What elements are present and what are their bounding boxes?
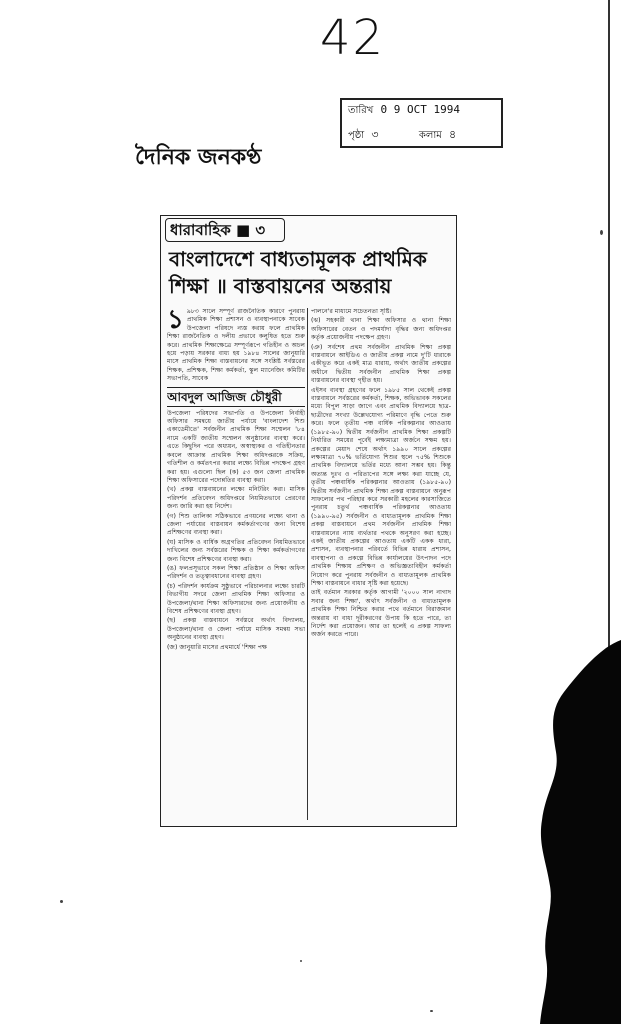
right-paragraph: এইসব ব্যবস্থা গ্রহণের ফলে ১৯৮৫ সাল থেকেই প্রকল্প বাস্তবায়নে সর্বস্তরের কর্মকর্তা, শিক্ষক, অভিভাবক সকলের মধ্যে বিপুল সাড়া জাগে এবং প্রাথমিক বিদ্যালয়ে ছাত্র-ছাত্রীদের সংখ্যা উল্লেখযোগ্য পরিমাণে বৃদ্ধি পেতে শুরু করে। ফলে তৃতীয় পঞ্চ বার্ষিক পরিকল্পনার আওতায় (১৯৮৫-৯০) দ্বিতীয় সর্বজনীন প্রাথমিক শিক্ষা প্রকল্পটি নির্ধারিত সময়ের পূর্বেই লক্ষ্যমাত্রা অর্জনে সক্ষম হয়। প্রকল্পের মেয়াদ শেষে অর্থাৎ ১৯৯০ সালে প্রকল্পের লক্ষ্যমাত্রা ৭০% ভর্তিযোগ্য শিশুর স্থলে ৭৫% শিশুকে প্রাথমিক বিদ্যালয়ে ভর্তির মধ্যে আনা সম্ভব হয়। কিন্তু অত্যন্ত দুঃখ ও পরিতাপের সঙ্গে লক্ষ্য করা যাচ্ছে যে, তৃতীয় পঞ্চবার্ষিক পরিকল্পনার আওতায় (১৯৮৫-৯০) দ্বিতীয় সর্বজনীন প্রাথমিক শিক্ষা প্রকল্প বাস্তবায়নে অনুরূপ সাফল্যের পথ পরিহার করে সরকারী মহলের কারসাজিতে পুনরায় চতুর্থ পঞ্চবার্ষিক পরিকল্পনার আওতায় (১৯৯০-৯৫) সর্বজনীন ও বাধ্যতামূলক প্রাথমিক শিক্ষা প্রকল্প বাস্তবায়নে প্রথম সর্বজনীন প্রাথমিক শিক্ষা বাস্তবায়নের ন্যায় ব্যর্থতার পথকে অনুসরণ করা হচ্ছে। একই জাতীয় প্রকল্পের আওতায় একটি একক ধারা, প্রশাসন, ব্যবস্থাপনার পরিবর্তে বিভিন্ন ধারায় প্রশাসন, ব্যবস্থাপনা ও প্রকল্পে বিভিন্ন কার্যালয়ের উৎপাদন পদে প্রাথমিক শিক্ষায় প্রশিক্ষণ ও অভিজ্ঞতাবিহীন কর্মকর্তা নিয়োগ করে পুনরায় সর্বজনীন ও বাধ্যতামূলক প্রাথমিক শিক্ষা বাস্তবায়নে বাধার সৃষ্টি করা হয়েছে।: [311, 386, 451, 587]
stamp-date-value: 0 9 OCT 1994: [380, 103, 461, 116]
archive-stamp: [340, 98, 503, 148]
stamp-date-label: তারিখ: [348, 105, 374, 116]
left-paragraph: উপজেলা পরিষদের সভাপতি ও উপজেলা নির্বাহী অফিসার সমন্বয়ে জাতীয় পর্যায়ে 'বাংলাদেশ শিশু একাডেমীতে' সর্বজনীন প্রাথমিক শিক্ষা সম্মেলন '৮৪ নামে একটি জাতীয় সম্মেলন অনুষ্ঠানের ব্যবস্থা করে। এতে কিছুদিন পরে অধ্যয়ন, অস্বাস্থ্যকর ও গতিহীনতার কবলে আক্রান্ত প্রাথমিক শিক্ষা অধিদপ্তরকে সক্রিয়, গতিশীল ও কর্মতৎপর করার লক্ষ্যে বিভিন্ন পদক্ষেপ গ্রহণ করা হয়। এগুলো ছিল (ক) ৫৩ জন জেলা প্রাথমিক শিক্ষা অফিসারের পদোন্নতির ব্যবস্থা করা।: [167, 409, 305, 484]
page-number: 42: [320, 10, 386, 66]
article-byline: আবদুল আজিজ চৌধুরী: [167, 387, 305, 407]
left-paragraph: (জ) জানুয়ারি মাসের প্রথমার্ধে 'শিক্ষা পক্ষ: [167, 643, 268, 651]
newspaper-name: দৈনিক জনকণ্ঠ: [135, 144, 262, 170]
left-paragraph: (ঙ) ফলপ্রসূভাবে সকল শিক্ষা প্রতিষ্ঠান ও শিক্ষা অফিস পরিদর্শন ও তত্ত্বাবধানের ব্যবস্থা গ্রহণ।: [167, 564, 305, 581]
scan-speck: [60, 900, 63, 903]
left-paragraphs: [167, 410, 305, 652]
left-paragraph: (চ) পরিদর্শন কার্যক্রম সুষ্ঠুভাবে পরিচালনার লক্ষ্যে চারটি বিভাগীয় সদরে জেলা প্রাথমিক শিক্ষা অফিসার ও উপজেলা/থানা শিক্ষা অফিসারদের জন্য প্রয়োজনীয় ও বিশেষ প্রশিক্ষণের ব্যবস্থা গ্রহণ।: [167, 582, 305, 615]
article-column-left: [167, 308, 305, 820]
stamp-column-label: কলাম: [418, 130, 442, 141]
left-paragraph: (খ) প্রকল্প বাস্তবায়নের লক্ষ্যে মনিটরিং করা। মাসিক পরিদর্শন প্রতিবেদন অধিদপ্তরে নিয়মিতভাবে প্রেরণের জন্য জারি করা হয় নির্দেশ।: [167, 486, 305, 511]
right-paragraph: (ঝ) সহকারী থানা শিক্ষা অফিসার ও থানা শিক্ষা অফিসারের বেতন ও পদমর্যাদা বৃদ্ধির জন্য অধিদপ্তর কর্তৃক প্রয়োজনীয় পদক্ষেপ গ্রহণ।: [311, 317, 451, 342]
right-paragraphs: [311, 308, 451, 640]
scan-speck: [600, 230, 603, 235]
dropcap: ১: [167, 308, 184, 335]
stamp-column-value: ৪: [449, 128, 457, 141]
article-column-right: [311, 308, 451, 820]
right-paragraph: (ঞ) সর্বশেষ প্রথম সর্বজনীন প্রাথমিক শিক্ষা প্রকল্প বাস্তবায়নে আইডিএ ও জাতীয় প্রকল্প নামে দু'টি ধারাকে একীভূত করে একই মাত্র ধারায়, অর্থাৎ জাতীয় প্রকল্পের অধীনে দ্বিতীয় সর্বজনীন প্রাথমিক শিক্ষা প্রকল্প বাস্তবায়নের ব্যবস্থা গৃহীত হয়।: [311, 343, 451, 385]
article-clipping: [160, 215, 457, 827]
stamp-date-row: [348, 103, 460, 120]
scan-speck: [430, 1010, 433, 1012]
stamp-page-label: পৃষ্ঠা: [348, 130, 365, 141]
intro-text: ৯৮৩ সালে সম্পূর্ণ রাজনৈতিক কারণে পুনরায় প্রাথমিক শিক্ষা প্রশাসন ও ব্যবস্থাপনাকে সাবেক উপজেলা পরিষদে ন্যস্ত করায় ফলে প্রাথমিক শিক্ষা রাজনৈতিক ও দলীয় প্রভাবে কলুষিত হতে শুরু করে। প্রাথমিক শিক্ষাক্ষেত্রে সম্পূর্ণরূপে গতিহীন ও অচল হয়ে পড়ায় সরকার বাধ্য হয় ১৯৮৪ সালের জানুয়ারি মাসে প্রাথমিক শিক্ষা বাস্তবায়নের সঙ্গে সংশ্লিষ্ট সর্বস্তরের শিক্ষক, প্রশিক্ষক, শিক্ষা কর্মকর্তা, স্কুল ম্যানেজিং কমিটির সভাপতি, সাবেক: [167, 308, 305, 383]
column-divider: [307, 308, 308, 820]
right-paragraph: তাই বর্তমান সরকার কর্তৃক আগামী '২০০০ সাল নাগাদ সবার জন্য শিক্ষা', অর্থাৎ সর্বজনীন ও বাধ্যতামূলক প্রাথমিক শিক্ষা নিশ্চিত করার পথে বর্তমানে বিরাজমান অন্তরায় বা বাধা দূরীকরণের উপায় কি হতে পারে, তা নির্দেশ করা প্রয়োজন। আর তা হলেই এ প্রকল্প সাফল্য অর্জন করতে পারে।: [311, 589, 451, 639]
scan-speck: [300, 960, 302, 962]
intro-paragraph: [167, 308, 305, 384]
series-label: ধারাবাহিক ■ ৩: [165, 218, 285, 242]
left-paragraph: (ছ) প্রকল্প বাস্তবায়নে সর্বস্তরে অর্থাৎ বিদ্যালয়, উপজেলা/থানা ও জেলা পর্যায়ে মাসিক সমন্বয় সভা অনুষ্ঠানের ব্যবস্থা গ্রহণ।: [167, 617, 305, 642]
article-headline: বাংলাদেশে বাধ্যতামূলক প্রাথমিক শিক্ষা ॥ বাস্তবায়নের অন্তরায়: [169, 247, 427, 298]
scan-shadow: [520, 640, 621, 1024]
right-paragraph: পালনে'র মাধ্যমে সচেতনতা সৃষ্টি।: [311, 308, 392, 315]
stamp-page-row: [348, 126, 456, 145]
left-paragraph: (গ) শিশু তালিকা সঠিকভাবে প্রণয়নের লক্ষ্যে থানা ও জেলা পর্যায়ের বাস্তবায়ন কর্মকর্তাগণের জন্য বিশেষ প্রশিক্ষণের ব্যবস্থা করা।: [167, 512, 305, 537]
stamp-page-value: ৩: [371, 128, 379, 141]
left-paragraph: (ঘ) মাসিক ও বার্ষিক অগ্রগতির প্রতিবেদন নিয়মিতভাবে দাখিলের জন্য সর্বস্তরের শিক্ষক ও শিক্ষা কর্মকর্তাগণের জন্য বিশেষ প্রশিক্ষণের ব্যবস্থা করা।: [167, 538, 305, 563]
